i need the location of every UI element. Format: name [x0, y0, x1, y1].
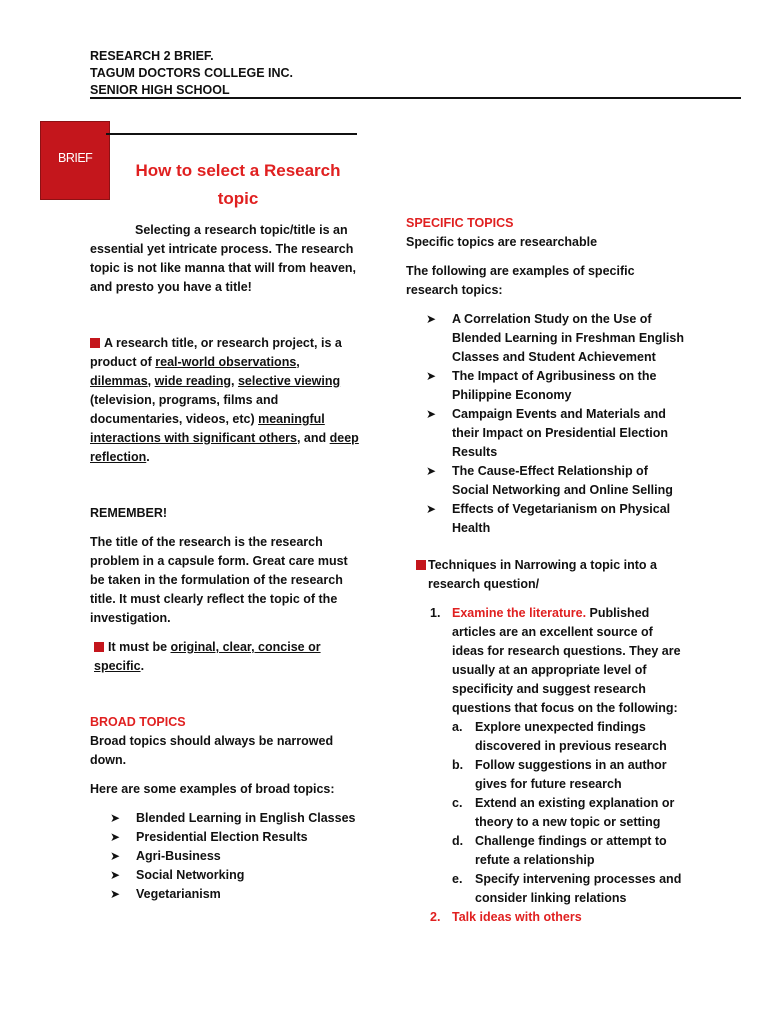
underlined-phrase: dilemmas [90, 374, 148, 388]
specific-topics-text: Specific topics are researchable [406, 235, 598, 249]
arrow-bullet-icon: ➤ [110, 811, 121, 825]
remember-heading: REMEMBER! [90, 506, 168, 520]
left-column [90, 221, 360, 904]
document-header [90, 48, 293, 99]
specific-examples-intro: The following are examples of specific research topics: [406, 264, 635, 297]
list-item: ➤ Social Networking [110, 866, 360, 885]
header-line-course: RESEARCH 2 BRIEF. [90, 49, 214, 63]
broad-examples-intro: Here are some examples of broad topics: [90, 782, 335, 796]
list-item: e. Specify intervening processes and consider linking relations [452, 872, 682, 905]
step-title: Talk ideas with others [452, 910, 582, 924]
underlined-phrase: wide reading [154, 374, 232, 388]
product-paragraph: A research title, or research project, is a product of real-world observations, dilemmas, wide reading, selective viewing (television, programs, films and documentaries, videos, etc) meaningful interactions with significant others, and deep reflection. [90, 336, 359, 464]
right-column [406, 214, 686, 927]
list-item: ➤ Agri-Business [110, 847, 360, 866]
underlined-phrase: original, clear, concise or specific [94, 640, 321, 673]
list-item [430, 604, 686, 908]
arrow-bullet-icon: ➤ [110, 868, 121, 882]
underlined-phrase: meaningful interactions with significant others [90, 412, 325, 445]
specific-topics-list [426, 310, 686, 538]
underlined-phrase: selective viewing [237, 374, 341, 388]
step-number: 2. [430, 910, 441, 924]
page-title: How to select a Research topic [135, 161, 341, 208]
broad-topics-heading: BROAD TOPICS [90, 715, 186, 729]
arrow-bullet-icon: ➤ [426, 312, 437, 326]
list-item [430, 908, 686, 927]
list-item: c. Extend an existing explanation or theory to a new topic or setting [452, 796, 675, 829]
must-be-paragraph: It must be original, clear, concise or specific. [94, 640, 321, 673]
list-item: ➤ The Impact of Agribusiness on the Philippine Economy [426, 369, 657, 402]
underlined-phrase: deep reflection [90, 431, 359, 464]
brief-box [40, 121, 110, 200]
broad-topics-text: Broad topics should always be narrowed down. [90, 734, 334, 767]
specific-topics-heading: SPECIFIC TOPICS [406, 216, 514, 230]
arrow-bullet-icon: ➤ [426, 502, 437, 516]
list-item: a. Explore unexpected findings discovered in previous research [452, 720, 667, 753]
arrow-bullet-icon: ➤ [426, 464, 437, 478]
brief-label: BRIEF [58, 151, 93, 165]
arrow-bullet-icon: ➤ [110, 830, 121, 844]
step-title: Examine the literature. [452, 606, 587, 620]
arrow-bullet-icon: ➤ [426, 369, 437, 383]
techniques-steps-list [430, 604, 686, 927]
list-item: ➤ Effects of Vegetarianism on Physical Health [426, 502, 671, 535]
step-text: Published articles are an excellent source of ideas for research questions. They are usually at an appropriate level of specificity and suggest research questions that focus on the following: [452, 606, 681, 715]
header-rule [90, 97, 741, 99]
red-square-bullet-icon [416, 560, 426, 570]
list-item: ➤ Campaign Events and Materials and their Impact on Presidential Election Results [426, 407, 669, 459]
remember-paragraph: The title of the research is the research problem in a capsule form. Great care must be taken in the formulation of the research title. It must clearly reflect the topic of the investigation. [90, 535, 348, 625]
underlined-phrase: real-world observations [155, 355, 297, 369]
sub-list [452, 718, 686, 908]
arrow-bullet-icon: ➤ [110, 849, 121, 863]
arrow-bullet-icon: ➤ [110, 887, 121, 901]
list-item: ➤ A Correlation Study on the Use of Blended Learning in Freshman English Classes and Student Achievement [426, 312, 684, 364]
step-number: 1. [430, 606, 441, 620]
list-item: d. Challenge findings or attempt to refute a relationship [452, 834, 667, 867]
broad-topics-list [110, 809, 360, 904]
title-rule [106, 133, 357, 135]
list-item: ➤ The Cause-Effect Relationship of Social Networking and Online Selling [426, 464, 673, 497]
arrow-bullet-icon: ➤ [426, 407, 437, 421]
list-item: ➤ Blended Learning in English Classes [110, 809, 360, 828]
intro-paragraph: Selecting a research topic/title is an essential yet intricate process. The research topic is not like manna that will from heaven, and presto you have a title! [90, 223, 357, 294]
techniques-paragraph: Techniques in Narrowing a topic into a research question/ [406, 556, 686, 594]
list-item: b. Follow suggestions in an author gives for future research [452, 758, 667, 791]
header-line-school: TAGUM DOCTORS COLLEGE INC. [90, 66, 294, 80]
red-square-bullet-icon [94, 642, 104, 652]
list-item: ➤ Presidential Election Results [110, 828, 360, 847]
list-item: ➤ Vegetarianism [110, 885, 360, 904]
header-line-level: SENIOR HIGH SCHOOL [90, 83, 230, 97]
red-square-bullet-icon [90, 338, 100, 348]
